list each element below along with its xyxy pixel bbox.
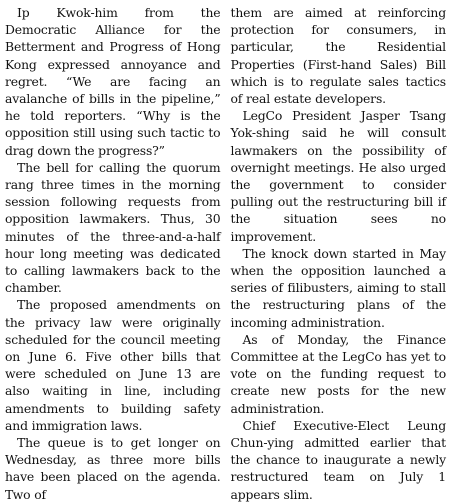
- paragraph-continued: them are aimed at reinforcing protection for consumers, in particular, the Residential Properties (First-hand Sales) Bill which is to regulate sales tactics of real estate developers.: [230, 5, 446, 107]
- paragraph: LegCo President Jasper Tsang Yok-shing said he will consult lawmakers on the possibility of overnight meetings. He also urged the government to consider pulling out the restructuring bill if the situation sees no improvement.: [230, 108, 446, 244]
- paragraph: As of Monday, the Finance Committee at the LegCo has yet to vote on the funding request to create new posts for the new administration.: [230, 331, 446, 416]
- paragraph: Ip Kwok-him from the Democratic Alliance for the Betterment and Progress of Hong Kong expressed annoyance and regret. “We are facing an avalanche of bills in the pipeline,” he told reporters. “Why is the opposition still using such tactic to drag down the progress?”: [5, 5, 221, 158]
- article-column-right: [230, 4, 447, 502]
- paragraph: The proposed amendments on the privacy law were originally scheduled for the council meeting on June 6. Five other bills that were scheduled on June 13 are also waiting in line, including amendments to building safety and immigration laws.: [5, 297, 221, 433]
- paragraph: The knock down started in May when the opposition launched a series of filibusters, aiming to stall the restructuring plans of the incoming administration.: [230, 245, 446, 330]
- paragraph: Chief Executive-Elect Leung Chun-ying admitted earlier that the chance to inaugurate a newly restructured team on July 1 appears slim.: [230, 417, 446, 502]
- paragraph: The bell for calling the quorum rang three times in the morning session following requests from opposition lawmakers. Thus, 30 minutes of the three-and-a-half hour long meeting was dedicated to calling lawmakers back to the chamber.: [5, 159, 221, 296]
- article-column-left: [5, 4, 221, 502]
- paragraph: The queue is to get longer on Wednesday, as three more bills have been placed on the agenda. Two of: [5, 435, 221, 502]
